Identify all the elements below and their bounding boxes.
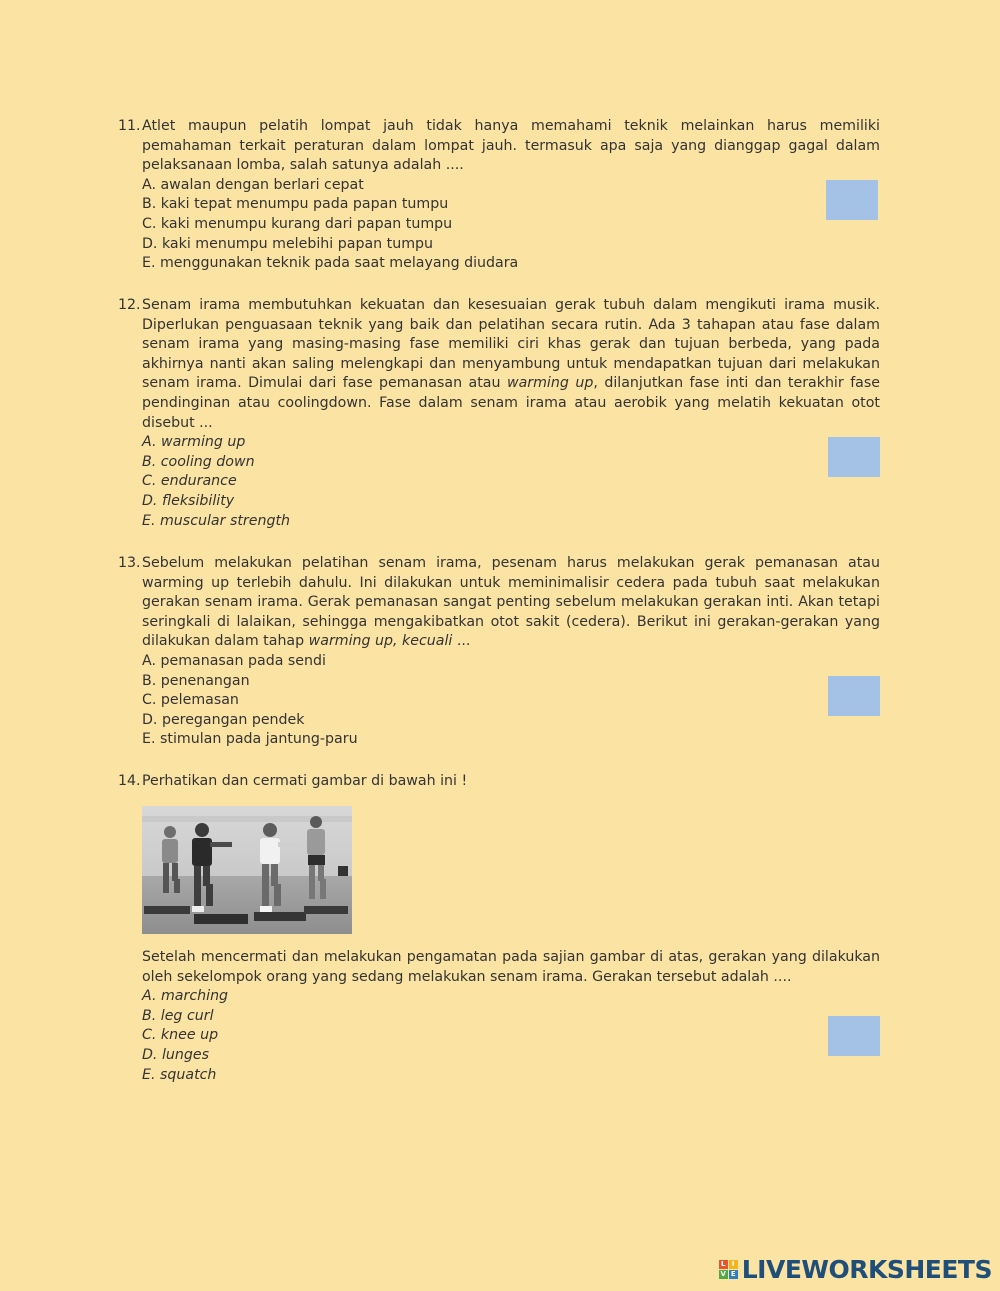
option-d: D. lunges xyxy=(142,1046,209,1063)
question-text-part: , dilanjutkan fase inti dan terakhir fase pendinginan atau coolingdown. Fase dalam senam irama atau aerobik yang melatih kekuatan otot disebut ... xyxy=(142,375,880,431)
options-list xyxy=(142,652,880,750)
question-number: 14. xyxy=(118,773,141,789)
aerobics-photo-image xyxy=(142,806,352,934)
options-list xyxy=(142,433,880,531)
question-14 xyxy=(118,772,880,792)
question-text xyxy=(142,554,880,652)
option-a: A. awalan dengan berlari cepat xyxy=(142,176,364,193)
answer-input-12[interactable] xyxy=(828,437,880,477)
option-d: D. fleksibility xyxy=(142,492,235,509)
option-a: A. pemanasan pada sendi xyxy=(142,652,326,669)
answer-input-13[interactable] xyxy=(828,676,880,716)
option-e: E. muscular strength xyxy=(142,512,291,529)
options-list xyxy=(142,987,880,1085)
options-list xyxy=(142,176,880,274)
logo-letter: L xyxy=(719,1260,728,1269)
option-a: A. warming up xyxy=(142,434,246,451)
question-text: Perhatikan dan cermati gambar di bawah ini ! xyxy=(142,773,468,789)
question-13 xyxy=(118,554,880,750)
question-text-part: ... xyxy=(452,633,471,650)
option-a: A. marching xyxy=(142,988,229,1005)
question-11 xyxy=(118,117,880,274)
aerobics-photo xyxy=(142,806,352,934)
logo-letter: I xyxy=(729,1260,738,1269)
question-number: 13. xyxy=(118,555,141,571)
question-text: Atlet maupun pelatih lompat jauh tidak hanya memahami teknik melainkan harus memiliki pemahaman terkait peraturan dalam lompat jauh. termasuk apa saja yang dianggap gagal dalam pelaksanaan lomba, salah satunya adalah .... xyxy=(142,118,880,174)
option-c: C. pelemasan xyxy=(142,692,239,709)
question-14-body xyxy=(118,948,880,1085)
liveworksheets-logo xyxy=(719,1255,992,1283)
logo-text: LIVEWORKSHEETS xyxy=(741,1254,992,1284)
option-d: D. kaki menumpu melebihi papan tumpu xyxy=(142,235,434,252)
question-text-emphasis: warming up xyxy=(506,375,594,392)
question-text-emphasis: warming up, kecuali xyxy=(308,633,453,650)
option-c: C. endurance xyxy=(142,473,237,490)
question-text: Setelah mencermati dan melakukan pengamatan pada sajian gambar di atas, gerakan yang dilakukan oleh sekelompok orang yang sedang melakukan senam irama. Gerakan tersebut adalah .... xyxy=(142,949,880,985)
question-text-part: Sebelum melakukan pelatihan senam irama, pesenam harus melakukan gerak pemanasan atau warming up terlebih dahulu. Ini dilakukan untuk meminimalisir cedera pada tubuh saat melakukan gerakan senam irama. Gerak pemanasan sangat penting sebelum melakukan gerakan inti. Akan tetapi seringkali di lalaikan, sehingga mengakibatkan otot sakit (cedera). Berikut ini gerakan-gerakan yang dilakukan dalam tahap xyxy=(142,555,880,650)
logo-letter: V xyxy=(720,1269,726,1278)
answer-input-14[interactable] xyxy=(828,1016,880,1056)
option-b: B. leg curl xyxy=(142,1007,214,1024)
answer-input-11[interactable] xyxy=(826,180,878,220)
option-b: B. kaki tepat menumpu pada papan tumpu xyxy=(142,196,449,213)
question-text xyxy=(142,296,880,433)
option-b: B. cooling down xyxy=(142,453,255,470)
logo-mark-icon xyxy=(719,1260,738,1279)
option-c: C. knee up xyxy=(142,1027,219,1044)
question-12 xyxy=(118,296,880,531)
question-number: 11. xyxy=(118,118,141,134)
question-number: 12. xyxy=(118,297,141,313)
logo-letter: E xyxy=(729,1270,738,1279)
option-e: E. menggunakan teknik pada saat melayang diudara xyxy=(142,255,519,272)
option-c: C. kaki menumpu kurang dari papan tumpu xyxy=(142,215,453,232)
option-e: E. stimulan pada jantung-paru xyxy=(142,731,358,748)
option-e: E. squatch xyxy=(142,1066,217,1083)
option-d: D. peregangan pendek xyxy=(142,711,305,728)
option-b: B. penenangan xyxy=(142,672,250,689)
question-text-part: Senam irama membutuhkan kekuatan dan kesesuaian gerak tubuh dalam mengikuti irama musik. Diperlukan penguasaan teknik yang baik dan pelatihan secara rutin. Ada 3 tahapan atau fase dalam senam irama yang masing-masing fase memiliki ciri khas gerak dan tujuan berbeda, yang pada akhirnya nanti akan saling melengkapi dan menyambung untuk mendapatkan tujuan dari melakukan senam irama. Dimulai dari fase pemanasan atau xyxy=(142,297,880,392)
